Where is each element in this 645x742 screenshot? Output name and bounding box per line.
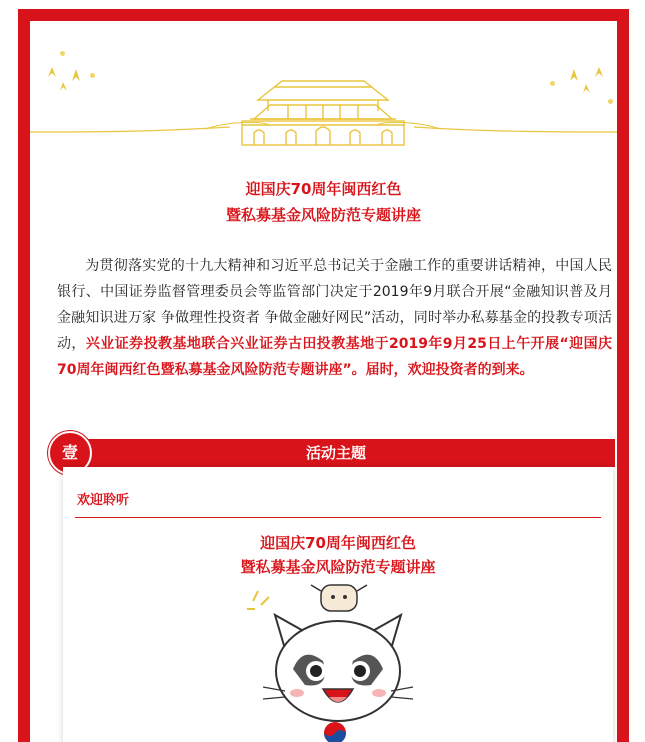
card-heading: 欢迎聆听 xyxy=(77,493,130,508)
gold-dot-decoration xyxy=(608,99,613,104)
red-frame xyxy=(18,9,629,742)
section-number-badge: 壹 xyxy=(48,431,92,475)
gold-dot-decoration xyxy=(60,51,65,56)
section-header-bar xyxy=(57,439,615,467)
tiananmen-gate-decoration xyxy=(30,21,617,151)
gold-dot-decoration xyxy=(550,81,555,86)
mascot-illustration xyxy=(223,579,453,742)
intro-text: 为贯彻落实党的十九大精神和习近平总书记关于金融工作的重要讲话精神，中国人民银行、中国证券监督管理委员会等监管部门决定于2019年9月联合开展“金融知识普及月 金融知识进万家 争做理性投资者 争做金融好网民”活动，同时举办私募基金的投教专项活动， xyxy=(57,258,612,352)
divider xyxy=(75,517,601,518)
card-title-line1: 迎国庆70周年闽西红色 xyxy=(260,534,416,552)
intro-highlight-text: 兴业证券投教基地联合兴业证券古田投教基地于2019年9月25日上午开展“迎国庆70周年闽西红色暨私募基金风险防范专题讲座”。届时，欢迎投资者的到来。 xyxy=(57,336,613,378)
page-title-line2: 暨私募基金风险防范专题讲座 xyxy=(225,206,421,224)
company-logo-icon xyxy=(324,722,346,742)
intro-paragraph xyxy=(57,253,612,383)
activity-card xyxy=(63,467,613,742)
card-title-line2: 暨私募基金风险防范专题讲座 xyxy=(240,558,436,576)
gold-dot-decoration xyxy=(90,73,95,78)
page-title-line1: 迎国庆70周年闽西红色 xyxy=(245,180,402,198)
content-area xyxy=(30,21,617,742)
section-title: 活动主题 xyxy=(305,444,366,462)
